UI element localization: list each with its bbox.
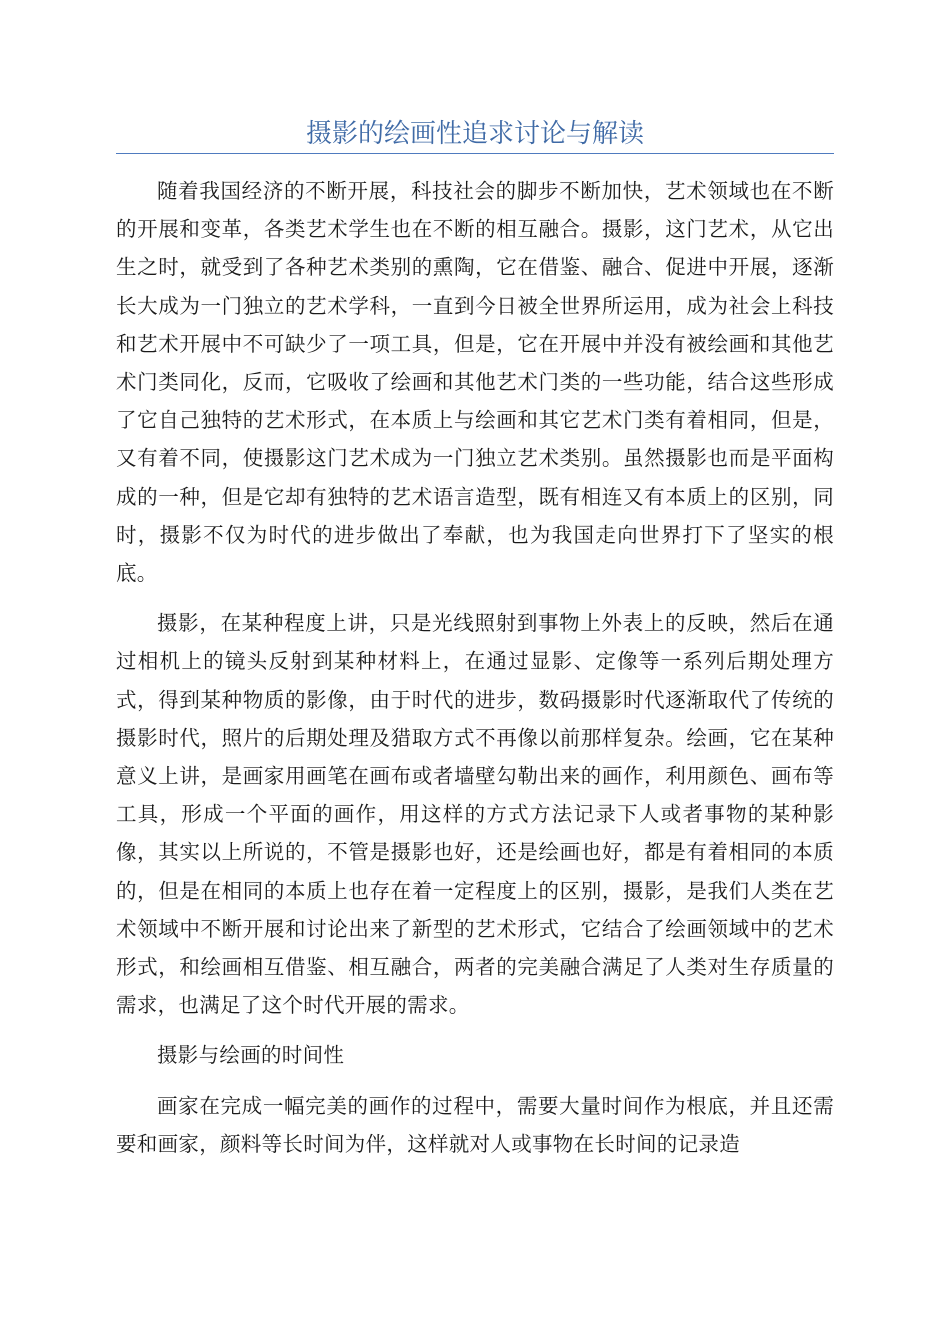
title-underline <box>116 153 834 154</box>
document-body <box>116 172 834 1175</box>
paragraph-intro: 随着我国经济的不断开展，科技社会的脚步不断加快，艺术领域也在不断的开展和变革，各类艺术学生也在不断的相互融合。摄影，这门艺术，从它出生之时，就受到了各种艺术类别的熏陶，它在借鉴、融合、促进中开展，逐渐长大成为一门独立的艺术学科，一直到今日被全世界所运用，成为社会上科技和艺术开展中不可缺少了一项工具，但是，它在开展中并没有被绘画和其他艺术门类同化，反而，它吸收了绘画和其他艺术门类的一些功能，结合这些形成了它自己独特的艺术形式，在本质上与绘画和其它艺术门类有着相同，但是，又有着不同，使摄影这门艺术成为一门独立艺术类别。虽然摄影也而是平面构成的一种，但是它却有独特的艺术语言造型，既有相连又有本质上的区别，同时，摄影不仅为时代的进步做出了奉献，也为我国走向世界打下了坚实的根底。 <box>116 179 834 586</box>
section-heading-time: 摄影与绘画的时间性 <box>157 1043 345 1068</box>
paragraph-painting-time: 画家在完成一幅完美的画作的过程中，需要大量时间作为根底，并且还需要和画家，颜料等长时间为伴，这样就对人或事物在长时间的记录造 <box>116 1093 834 1156</box>
document-title: 摄影的绘画性追求讨论与解读 <box>305 119 644 149</box>
paragraph-photography-definition: 摄影，在某种程度上讲，只是光线照射到事物上外表上的反映，然后在通过相机上的镜头反射到某种材料上，在通过显影、定像等一系列后期处理方式，得到某种物质的影像，由于时代的进步，数码摄影时代逐渐取代了传统的摄影时代，照片的后期处理及猎取方式不再像以前那样复杂。绘画，它在某种意义上讲，是画家用画笔在画布或者墙壁勾勒出来的画作，利用颜色、画布等工具，形成一个平面的画作，用这样的方式方法记录下人或者事物的某种影像，其实以上所说的，不管是摄影也好，还是绘画也好，都是有着相同的本质的，但是在相同的本质上也存在着一定程度上的区别，摄影，是我们人类在艺术领域中不断开展和讨论出来了新型的艺术形式，它结合了绘画领域中的艺术形式，和绘画相互借鉴、相互融合，两者的完美融合满足了人类对生存质量的需求，也满足了这个时代开展的需求。 <box>116 611 834 1018</box>
